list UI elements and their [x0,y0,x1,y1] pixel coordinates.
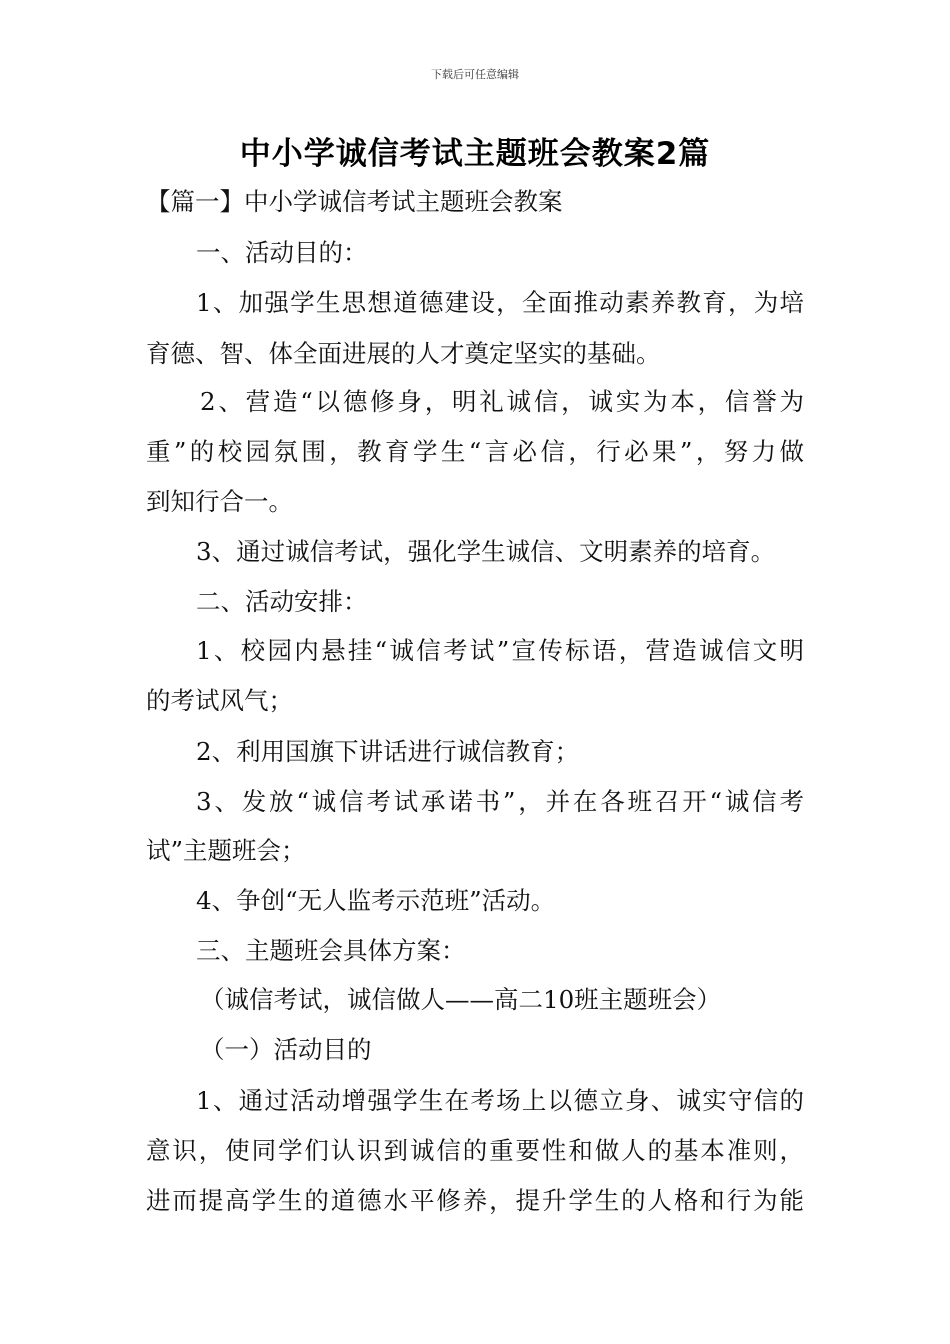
paragraph-line: 1、加强学生思想道德建设，全面推动素养教育，为培 [196,288,804,317]
paragraph-line: 意识，使同学们认识到诚信的重要性和做人的基本准则， [146,1136,804,1165]
paragraph-line: 1、通过活动增强学生在考场上以德立身、诚实守信的 [196,1086,804,1115]
paragraph-line: 一、活动目的： [196,238,368,267]
paragraph-line: 试”主题班会； [146,836,306,865]
paragraph-line: （一）活动目的 [200,1035,372,1064]
document-title: 中小学诚信考试主题班会教案2篇 [239,136,711,172]
paragraph-line: 2、营造“以德修身，明礼诚信，诚实为本，信誉为 [200,387,804,416]
paragraph-line: 2、利用国旗下讲话进行诚信教育； [196,737,580,766]
paragraph-line: 育德、智、体全面进展的人才奠定坚实的基础。 [146,339,661,368]
paragraph-line: （诚信考试，诚信做人——高二10班主题班会） [200,985,722,1014]
paragraph-line: 二、活动安排： [196,587,368,616]
paragraph-line: 三、主题班会具体方案： [196,936,466,965]
section-heading: 【篇一】中小学诚信考试主题班会教案 [146,187,563,216]
header-note: 下载后可任意编辑 [431,68,519,81]
paragraph-line: 3、发放“诚信考试承诺书”，并在各班召开“诚信考 [196,787,804,816]
paragraph-line: 4、争创“无人监考示范班”活动。 [196,886,556,915]
paragraph-line: 重”的校园氛围，教育学生“言必信，行必果”，努力做 [146,437,804,466]
paragraph-line: 到知行合一。 [146,487,293,516]
paragraph-line: 的考试风气； [146,686,293,715]
paragraph-line: 3、通过诚信考试，强化学生诚信、文明素养的培育。 [196,537,776,566]
paragraph-line: 进而提高学生的道德水平修养，提升学生的人格和行为能 [146,1186,804,1215]
paragraph-line: 1、校园内悬挂“诚信考试”宣传标语，营造诚信文明 [196,636,804,665]
